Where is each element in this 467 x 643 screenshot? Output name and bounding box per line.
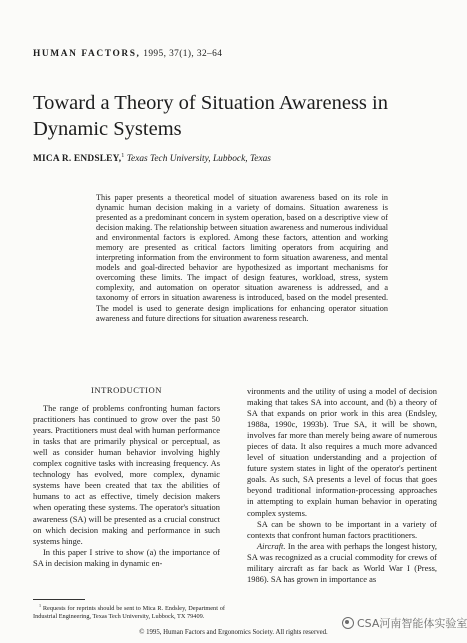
watermark-text: CSA河南智能体实验室 (357, 617, 467, 630)
author-name: MICA R. ENDSLEY, (33, 154, 122, 165)
wechat-icon (342, 617, 354, 629)
author-affiliation: Texas Tech University, Lubbock, Texas (126, 154, 271, 165)
section-heading-introduction: INTRODUCTION (91, 385, 162, 395)
author-line (33, 153, 271, 164)
paper-title: Toward a Theory of Situation Awareness in Dynamic Systems (33, 92, 388, 140)
abstract: This paper presents a theoretical model of situation awareness based on its role in dynamic human decision making in a variety of domains. Situation awareness is presented as a predominant concern in system operation, based on a descriptive view of decision making. The relationship between situation awareness and numerous individual and environmental factors is explored. Among these factors, attention and working memory are presented as critical factors limiting operators from acquiring and interpreting information from the environment to form situation awareness, and mental models and goal-directed behavior are hypothesized as important mechanisms for overcoming these limits. The impact of design features, workload, stress, system complexity, and automation on operator situation awareness is addressed, and a taxonomy of errors in situation awareness is introduced, based on the model presented. The model is used to generate design implications for enhancing operator situation awareness and future directions for situation awareness research. (96, 193, 388, 323)
footnote-mark: 1 (39, 603, 42, 608)
author-footnote-mark: 1 (121, 153, 125, 159)
journal-name: HUMAN FACTORS, (33, 49, 141, 59)
paragraph: The range of problems confronting human factors practitioners has continued to grow over the past 50 years. Practitioners must deal with human performance in tasks that are primarily physical or perceptual, as well as consider human behavior involving highly complex cognitive tasks with increasing frequency. As technology has evolved, more complex, dynamic systems have been created that tax the abilities of humans to act as effective, timely decision makers when operating these systems. The operator's situation awareness (SA) will be presented as a crucial construct on which decision making and performance in such systems hinge. (33, 403, 220, 546)
journal-citation: 1995, 37(1), 32–64 (143, 49, 223, 59)
footnote-divider (33, 599, 85, 600)
paragraph-text: In the area with perhaps the longest history, SA was recognized as a crucial commodity for crews of military aircraft as far back as World War I (Press, 1986). SA has grown in importance as (247, 540, 437, 584)
paragraph-aircraft (247, 541, 437, 585)
copyright-notice: © 1995, Human Factors and Ergonomics Society. All rights reserved. (139, 629, 328, 636)
paragraph: SA can be shown to be important in a variety of contexts that confront human factors practitioners. (247, 518, 437, 540)
paragraph: In this paper I strive to show (a) the importance of SA in decision making in dynamic en- (33, 546, 220, 568)
left-column (33, 385, 220, 569)
footnote (33, 602, 225, 620)
run-in-heading-aircraft: Aircraft. (257, 540, 286, 551)
right-column (247, 386, 437, 585)
running-header (33, 49, 222, 59)
footnote-text: Requests for reprints should be sent to Mica R. Endsley, Department of Industrial Engineering, Texas Tech University, Lubbock, TX 79409. (33, 605, 225, 620)
paragraph: vironments and the utility of using a model of decision making that takes SA into account, and (b) a theory of SA that expands on prior work in this area (Endsley, 1988a, 1990c, 1993b). True SA, it will be shown, involves far more than merely being aware of numerous pieces of data. It also requires a much more advanced level of situation understanding and a projection of future system states in light of the operator's pertinent goals. As such, SA presents a level of focus that goes beyond traditional information-processing approaches in attempting to explain human behavior in operating complex systems. (247, 386, 437, 518)
